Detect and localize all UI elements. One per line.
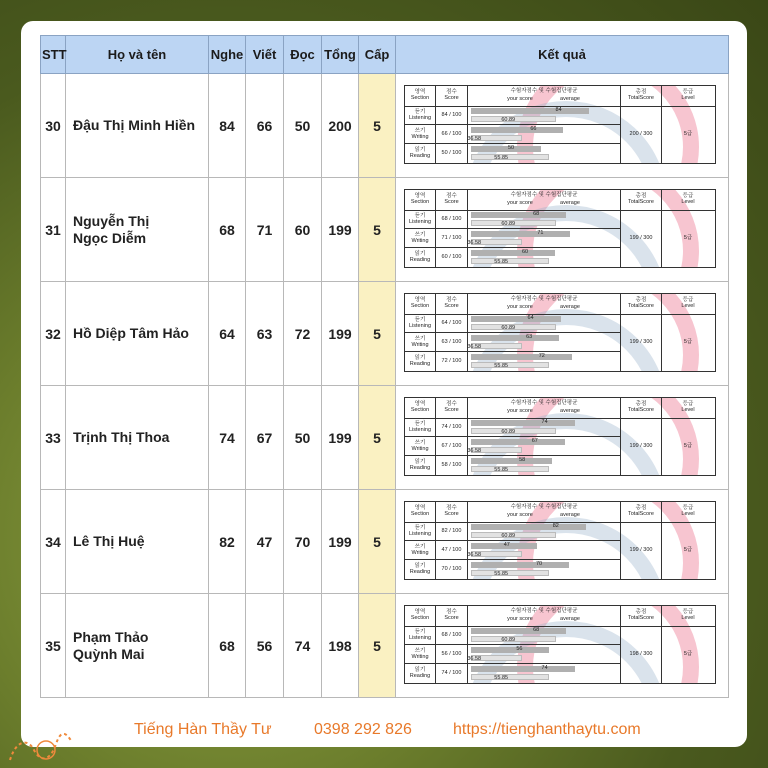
row-tong: 199 (322, 178, 359, 282)
row-name: Nguyễn Thị Ngọc Diễm (66, 178, 209, 282)
table-row (41, 282, 729, 386)
reading-label: 읽기 Reading (409, 251, 431, 263)
header-tong: Tổng (322, 36, 359, 74)
row-tong: 199 (322, 386, 359, 490)
listening-score: 74 / 100 (441, 424, 462, 430)
row-stt: 30 (41, 74, 66, 178)
row-nghe: 82 (209, 490, 246, 594)
level-label: 등급 Level (681, 297, 695, 309)
score-label: 점수 Score (444, 297, 459, 309)
listening-your-bar (471, 212, 566, 218)
chart-title: 수험자점수 및 수험집단평균 (510, 296, 578, 302)
reading-avg-value: 55.85 (494, 363, 509, 369)
reading-your-value: 58 (519, 457, 526, 463)
row-stt: 31 (41, 178, 66, 282)
writing-label: 쓰기 Writing (411, 440, 429, 452)
listening-your-value: 68 (533, 627, 540, 633)
row-nghe: 64 (209, 282, 246, 386)
reading-avg-value: 55.85 (494, 259, 509, 265)
section-label: 영역 Section (410, 401, 430, 413)
row-stt: 35 (41, 594, 66, 698)
listening-score: 82 / 100 (441, 528, 462, 534)
row-stt: 34 (41, 490, 66, 594)
reading-score: 72 / 100 (441, 358, 462, 364)
row-viet: 63 (246, 282, 284, 386)
listening-label: 듣기 Listening (408, 213, 432, 225)
writing-avg-value: 36.58 (467, 552, 482, 558)
row-cap: 5 (359, 74, 396, 178)
section-label: 영역 Section (410, 297, 430, 309)
table-row (41, 386, 729, 490)
reading-avg-value: 55.85 (494, 467, 509, 473)
row-viet: 56 (246, 594, 284, 698)
chart-title: 수험자점수 및 수험집단평균 (510, 400, 578, 406)
writing-your-bar (471, 127, 563, 133)
reading-avg-value: 55.85 (494, 155, 509, 161)
listening-your-value: 64 (527, 315, 534, 321)
level-label: 등급 Level (681, 401, 695, 413)
writing-your-value: 71 (537, 230, 544, 236)
score-label: 점수 Score (444, 609, 459, 621)
table-row (41, 74, 729, 178)
section-label: 영역 Section (410, 193, 430, 205)
table-row (41, 178, 729, 282)
row-doc: 50 (284, 74, 322, 178)
listening-your-value: 74 (541, 419, 548, 425)
total-label: 총점 TotalScore (628, 401, 654, 413)
reading-your-bar (471, 250, 555, 256)
legend-your-score: your score (507, 512, 533, 518)
row-result (396, 490, 729, 594)
header-doc: Đọc (284, 36, 322, 74)
table-row (41, 490, 729, 594)
listening-label: 듣기 Listening (408, 629, 432, 641)
writing-score: 67 / 100 (441, 443, 462, 449)
legend-average: average (560, 616, 580, 622)
writing-your-bar (471, 335, 559, 341)
level-value: 5급 (683, 547, 693, 553)
header-stt: STT (41, 36, 66, 74)
writing-your-value: 56 (516, 646, 523, 652)
reading-label: 읽기 Reading (409, 355, 431, 367)
level-value: 5급 (683, 339, 693, 345)
total-score: 199 / 300 (629, 339, 653, 345)
writing-score: 47 / 100 (441, 547, 462, 553)
legend-your-score: your score (507, 200, 533, 206)
footer-brand: Tiếng Hàn Thầy Tư (134, 721, 272, 738)
score-report (404, 397, 716, 476)
section-label: 영역 Section (410, 505, 430, 517)
row-result (396, 74, 729, 178)
listening-avg-value: 60.89 (501, 117, 516, 123)
row-result (396, 282, 729, 386)
row-stt: 33 (41, 386, 66, 490)
writing-your-value: 47 (503, 542, 510, 548)
row-name: Đậu Thị Minh Hiền (66, 74, 209, 178)
reading-label: 읽기 Reading (409, 147, 431, 159)
row-nghe: 68 (209, 594, 246, 698)
reading-your-value: 72 (538, 353, 545, 359)
legend-average: average (560, 408, 580, 414)
reading-your-value: 70 (535, 561, 543, 567)
writing-score: 63 / 100 (441, 339, 462, 345)
results-table (40, 35, 729, 698)
total-label: 총점 TotalScore (628, 505, 654, 517)
row-doc: 60 (284, 178, 322, 282)
writing-avg-value: 36.58 (467, 240, 482, 246)
row-name: Phạm Thảo Quỳnh Mai (66, 594, 209, 698)
footer-url[interactable]: https://tienghanthaytu.com (453, 721, 641, 738)
row-doc: 70 (284, 490, 322, 594)
reading-your-bar (471, 354, 572, 360)
listening-avg-value: 60.89 (501, 637, 516, 643)
reading-your-value: 60 (521, 249, 529, 255)
legend-average: average (560, 512, 580, 518)
writing-your-bar (471, 231, 570, 237)
level-label: 등급 Level (681, 609, 695, 621)
writing-label: 쓰기 Writing (411, 336, 429, 348)
reading-score: 70 / 100 (441, 566, 462, 572)
reading-score: 58 / 100 (441, 462, 462, 468)
total-score: 199 / 300 (629, 235, 653, 241)
row-viet: 47 (246, 490, 284, 594)
listening-avg-value: 60.89 (501, 429, 516, 435)
row-name: Lê Thị Huệ (66, 490, 209, 594)
listening-score: 68 / 100 (441, 632, 462, 638)
reading-your-bar (471, 666, 575, 672)
header-viet: Viết (246, 36, 284, 74)
table-header (41, 36, 729, 74)
reading-score: 74 / 100 (441, 670, 462, 676)
score-report (404, 501, 716, 580)
header-name: Họ và tên (66, 36, 209, 74)
chart-title: 수험자점수 및 수험집단평균 (510, 504, 578, 510)
writing-label: 쓰기 Writing (411, 128, 429, 140)
row-name: Hồ Diệp Tâm Hảo (66, 282, 209, 386)
reading-avg-value: 55.85 (494, 571, 509, 577)
section-label: 영역 Section (410, 609, 430, 621)
reading-label: 읽기 Reading (409, 459, 431, 471)
row-tong: 199 (322, 490, 359, 594)
chart-title: 수험자점수 및 수험집단평균 (510, 88, 578, 94)
row-cap: 5 (359, 282, 396, 386)
results-card (21, 21, 747, 747)
level-value: 5급 (683, 443, 693, 449)
score-report (404, 189, 716, 268)
level-value: 5급 (683, 235, 693, 241)
reading-your-value: 50 (507, 145, 515, 151)
listening-avg-value: 60.89 (501, 221, 516, 227)
score-label: 점수 Score (444, 401, 459, 413)
row-cap: 5 (359, 386, 396, 490)
reading-label: 읽기 Reading (409, 667, 431, 679)
total-score: 199 / 300 (629, 443, 653, 449)
row-tong: 199 (322, 282, 359, 386)
total-score: 199 / 300 (629, 547, 653, 553)
writing-your-value: 66 (530, 126, 537, 132)
row-doc: 74 (284, 594, 322, 698)
row-nghe: 74 (209, 386, 246, 490)
reading-avg-value: 55.85 (494, 675, 509, 681)
writing-avg-value: 36.58 (467, 344, 482, 350)
total-label: 총점 TotalScore (628, 297, 654, 309)
level-label: 등급 Level (681, 505, 695, 517)
row-viet: 71 (246, 178, 284, 282)
footer (21, 715, 747, 747)
listening-avg-value: 60.89 (501, 533, 516, 539)
legend-average: average (560, 304, 580, 310)
listening-label: 듣기 Listening (408, 109, 432, 121)
legend-your-score: your score (507, 408, 533, 414)
score-report (404, 605, 716, 684)
listening-label: 듣기 Listening (408, 317, 432, 329)
row-stt: 32 (41, 282, 66, 386)
chart-title: 수험자점수 및 수험집단평균 (510, 192, 578, 198)
row-tong: 200 (322, 74, 359, 178)
listening-your-bar (471, 420, 575, 426)
writing-label: 쓰기 Writing (411, 648, 429, 660)
header-ketqua: Kết quả (396, 36, 729, 74)
level-value: 5급 (683, 651, 693, 657)
header-nghe: Nghe (209, 36, 246, 74)
listening-score: 68 / 100 (441, 216, 462, 222)
decorative-swirl-icon (6, 730, 76, 766)
row-tong: 198 (322, 594, 359, 698)
listening-your-bar (471, 316, 561, 322)
reading-your-bar (471, 562, 569, 568)
score-label: 점수 Score (444, 89, 459, 101)
listening-your-bar (471, 524, 586, 530)
total-label: 총점 TotalScore (628, 89, 654, 101)
row-nghe: 68 (209, 178, 246, 282)
legend-average: average (560, 200, 580, 206)
listening-score: 64 / 100 (441, 320, 462, 326)
row-result (396, 386, 729, 490)
listening-your-value: 68 (533, 211, 540, 217)
total-label: 총점 TotalScore (628, 609, 654, 621)
legend-your-score: your score (507, 304, 533, 310)
total-score: 198 / 300 (629, 651, 653, 657)
level-value: 5급 (683, 131, 693, 137)
level-label: 등급 Level (681, 89, 695, 101)
row-viet: 67 (246, 386, 284, 490)
legend-your-score: your score (507, 96, 533, 102)
row-nghe: 84 (209, 74, 246, 178)
row-cap: 5 (359, 490, 396, 594)
listening-your-value: 82 (552, 523, 559, 529)
row-result (396, 178, 729, 282)
writing-avg-value: 36.58 (467, 656, 482, 662)
score-label: 점수 Score (444, 193, 459, 205)
score-report (404, 85, 716, 164)
writing-avg-value: 36.58 (467, 136, 482, 142)
writing-label: 쓰기 Writing (411, 232, 429, 244)
writing-your-value: 63 (526, 334, 533, 340)
reading-score: 50 / 100 (441, 150, 462, 156)
listening-label: 듣기 Listening (408, 421, 432, 433)
row-name: Trịnh Thị Thoa (66, 386, 209, 490)
row-doc: 50 (284, 386, 322, 490)
header-cap: Cấp (359, 36, 396, 74)
writing-score: 71 / 100 (441, 235, 462, 241)
total-label: 총점 TotalScore (628, 193, 654, 205)
listening-your-bar (471, 628, 566, 634)
listening-your-value: 84 (555, 107, 562, 113)
row-cap: 5 (359, 594, 396, 698)
score-report (404, 293, 716, 372)
footer-phone[interactable]: 0398 292 826 (314, 721, 412, 738)
reading-label: 읽기 Reading (409, 563, 431, 575)
row-result (396, 594, 729, 698)
writing-avg-value: 36.58 (467, 448, 482, 454)
writing-your-value: 67 (531, 438, 538, 444)
total-score: 200 / 300 (629, 131, 653, 137)
listening-your-bar (471, 108, 589, 114)
writing-score: 56 / 100 (441, 651, 462, 657)
listening-avg-value: 60.89 (501, 325, 516, 331)
legend-average: average (560, 96, 580, 102)
writing-score: 66 / 100 (441, 131, 462, 137)
table-row (41, 594, 729, 698)
listening-score: 84 / 100 (441, 112, 462, 118)
row-doc: 72 (284, 282, 322, 386)
row-cap: 5 (359, 178, 396, 282)
listening-label: 듣기 Listening (408, 525, 432, 537)
writing-label: 쓰기 Writing (411, 544, 429, 556)
section-label: 영역 Section (410, 89, 430, 101)
score-label: 점수 Score (444, 505, 459, 517)
legend-your-score: your score (507, 616, 533, 622)
row-viet: 66 (246, 74, 284, 178)
writing-your-bar (471, 439, 565, 445)
reading-score: 60 / 100 (441, 254, 462, 260)
level-label: 등급 Level (681, 193, 695, 205)
reading-your-value: 74 (541, 665, 548, 671)
chart-title: 수험자점수 및 수험집단평균 (510, 608, 578, 614)
